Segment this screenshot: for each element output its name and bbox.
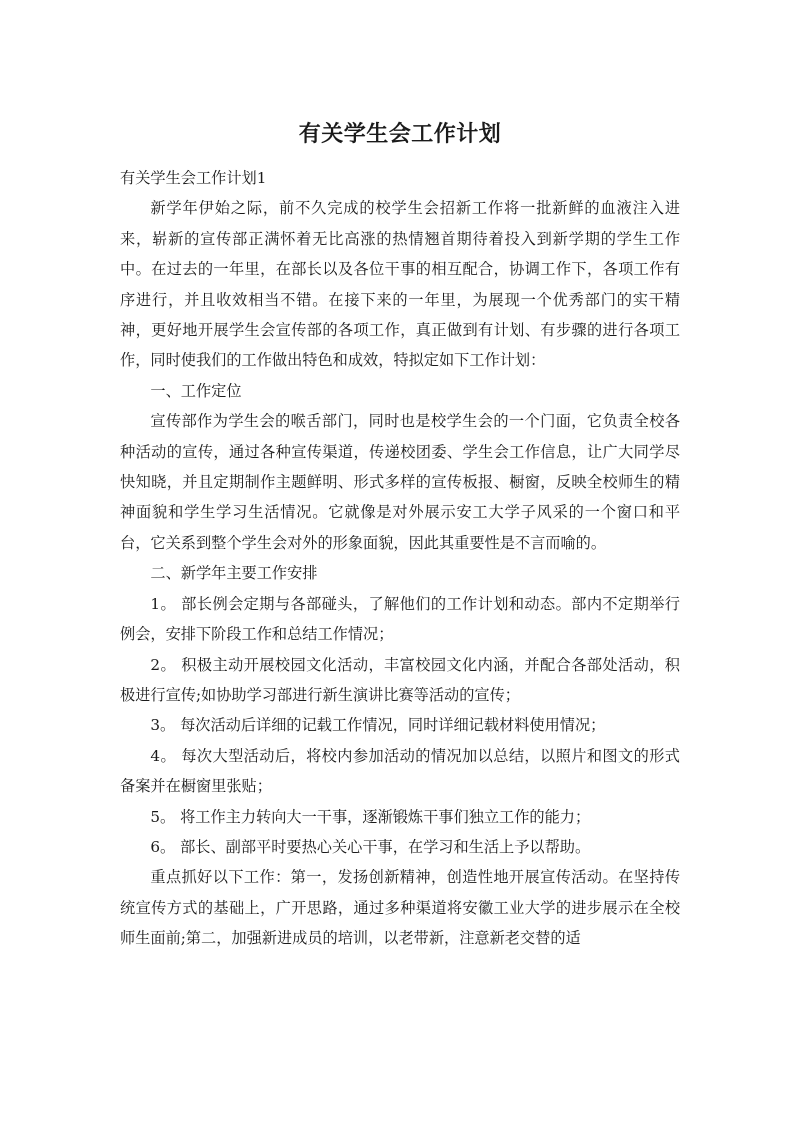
document-title: 有关学生会工作计划 bbox=[298, 122, 502, 147]
document-body bbox=[120, 163, 680, 954]
list-item-2: 2。 积极主动开展校园文化活动，丰富校园文化内涵，并配合各部处活动，积极进行宣传;如协助学习部进行新生演讲比赛等活动的宣传； bbox=[120, 655, 680, 704]
section-heading-arrangements: 二、新学年主要工作安排 bbox=[150, 564, 318, 583]
list-item-3: 3。 每次活动后详细的记载工作情况，同时详细记载材料使用情况； bbox=[150, 716, 606, 735]
paragraph-intro: 新学年伊始之际，前不久完成的校学生会招新工作将一批新鲜的血液注入进来，崭新的宣传部正满怀着无比高涨的热情翘首期待着投入到新学期的学生工作中。在过去的一年里，在部长以及各位干事的相互配合，协调工作下，各项工作有序进行，并且收效相当不错。在接下来的一年里，为展现一个优秀部门的实干精神，更好地开展学生会宣传部的各项工作，真正做到有计划、有步骤的进行各项工作，同时使我们的工作做出特色和成效，特拟定如下工作计划： bbox=[120, 199, 680, 370]
list-item-4: 4。 每次大型活动后，将校内参加活动的情况加以总结，以照片和图文的形式备案并在橱窗里张贴； bbox=[120, 746, 680, 796]
list-item-5: 5。 将工作主力转向大一干事，逐渐锻炼干事们独立工作的能力； bbox=[150, 807, 591, 826]
paragraph-positioning: 宣传部作为学生会的喉舌部门，同时也是校学生会的一个门面，它负责全校各种活动的宣传，通过各种宣传渠道，传递校团委、学生会工作信息，让广大同学尽快知晓，并且定期制作主题鲜明、形式多样的宣传板报、橱窗，反映全校师生的精神面貌和学生学习生活情况。它就像是对外展示安工大学子风采的一个窗口和平台，它关系到整个学生会对外的形象面貌，因此其重要性是不言而喻的。 bbox=[120, 412, 680, 552]
list-item-1: 1。 部长例会定期与各部碰头，了解他们的工作计划和动态。部内不定期举行例会，安排下阶段工作和总结工作情况； bbox=[120, 594, 680, 644]
document-subtitle: 有关学生会工作计划1 bbox=[120, 169, 267, 187]
section-heading-positioning: 一、工作定位 bbox=[150, 381, 242, 400]
paragraph-key-work: 重点抓好以下工作：第一，发扬创新精神，创造性地开展宣传活动。在坚持传统宣传方式的基础上，广开思路，通过多种渠道将安徽工业大学的进步展示在全校师生面前;第二，加强新进成员的培训，以老带新，注意新老交替的适 bbox=[120, 868, 680, 948]
list-item-6: 6。 部长、副部平时要热心关心干事，在学习和生活上予以帮助。 bbox=[150, 837, 591, 856]
